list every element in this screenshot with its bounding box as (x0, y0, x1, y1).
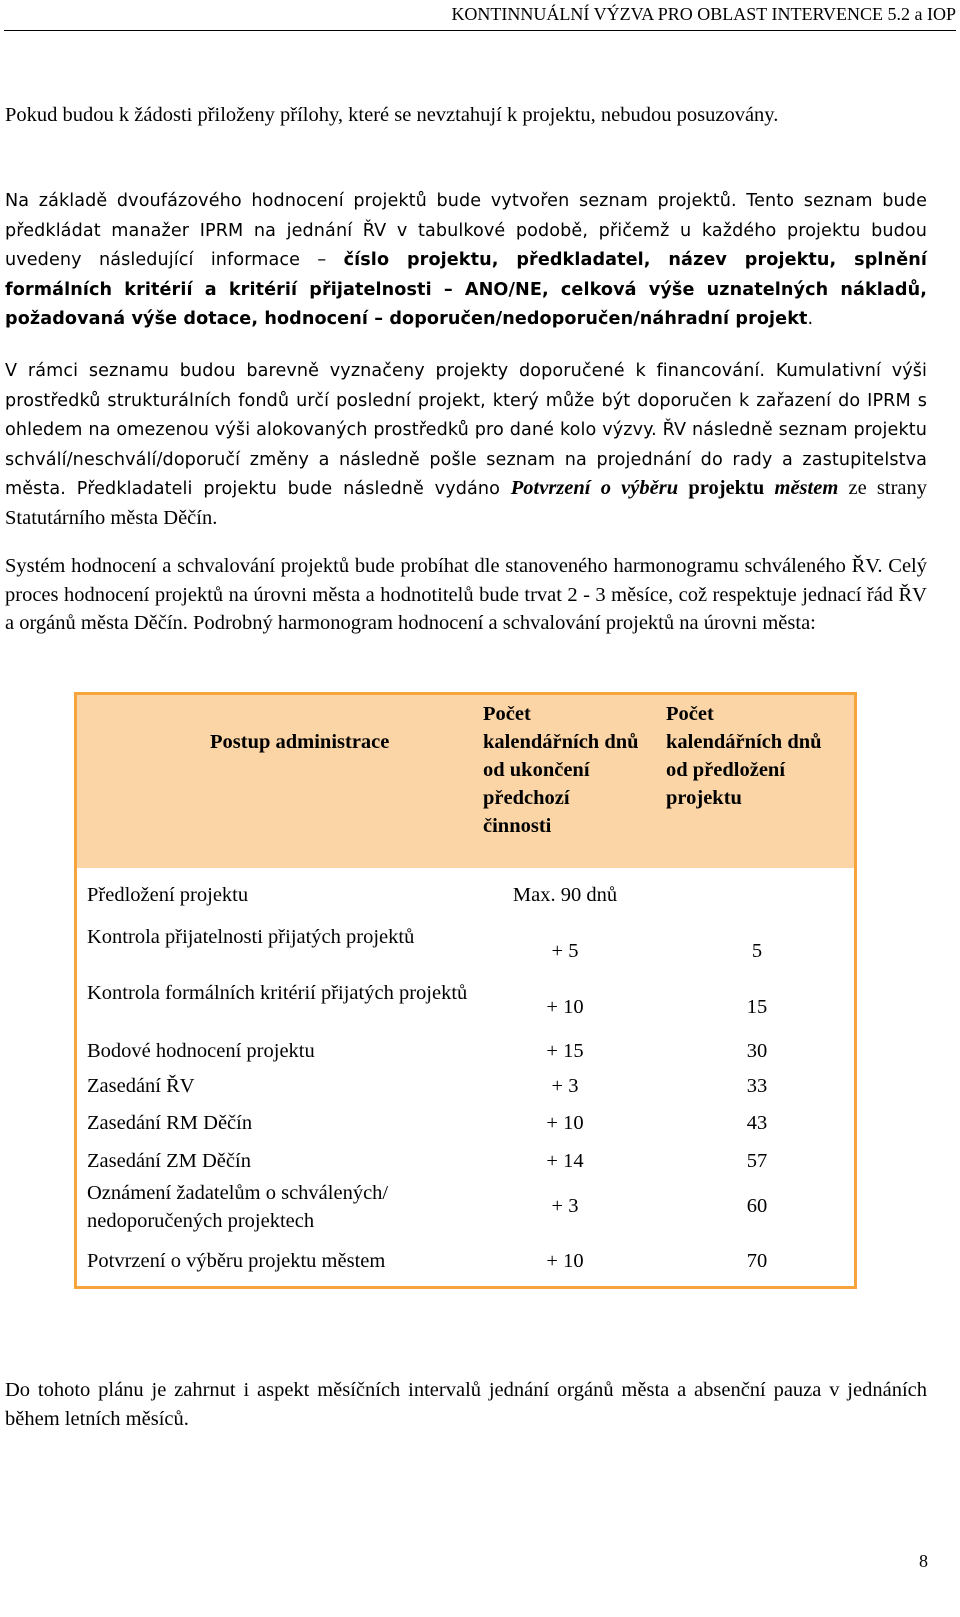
table-row-1-label: Kontrola přijatelnosti přijatých projektů (87, 926, 415, 948)
table-row-8-c1: + 10 (546, 1250, 584, 1272)
p3-city-word: městem (774, 477, 839, 499)
table-row-8-label: Potvrzení o výběru projektu městem (87, 1250, 386, 1272)
schedule-table (74, 692, 857, 1289)
table-row-7-c1: + 3 (551, 1195, 579, 1217)
table-row-7-label: Oznámení žadatelům o schválených/ nedoporučených projektech (87, 1182, 389, 1232)
paragraph-attachments: Pokud budou k žádosti přiloženy přílohy, které se nevztahují k projektu, nebudou posuzovány. (5, 104, 779, 126)
table-row-5-c2: 43 (746, 1112, 768, 1134)
p3-tail: ze strany Statutárního města Děčín. (5, 477, 928, 529)
header-rule (4, 30, 956, 31)
table-row-3-label: Bodové hodnocení projektu (87, 1040, 315, 1062)
table-row-2-c2: 15 (746, 996, 768, 1018)
table-row-0-c1: Max. 90 dnů (512, 884, 618, 906)
paragraph-project-list (5, 186, 927, 334)
p2-intro: Na základě dvoufázového hodnocení projektů bude vytvořen seznam projektů. Tento seznam bude předkládat manažer IPRM na jednání ŘV v tabulkové podobě, přičemž u každého projektu budou uvedeny následující informace – (5, 191, 927, 270)
p2-end: . (807, 309, 814, 329)
page-number: 8 (919, 1551, 928, 1571)
table-row-4-c1: + 3 (551, 1075, 579, 1097)
p3-project-word: projektu (688, 477, 765, 499)
table-row-1-c2: 5 (751, 940, 763, 962)
table-row-3-c2: 30 (746, 1040, 768, 1062)
table-row-6-label: Zasedání ZM Děčín (87, 1150, 251, 1172)
table-row-1-c1: + 5 (551, 940, 579, 962)
table-row-5-c1: + 10 (546, 1112, 584, 1134)
table-row-6-c2: 57 (746, 1150, 768, 1172)
p3-confirmation-term: Potvrzení o výběru (510, 477, 679, 499)
p3-sans-part: V rámci seznamu budou barevně vyznačeny projekty doporučené k financování. Kumulativní výši prostředků strukturálních fondů určí poslední projekt, který může být doporučen k zařazení do IPRM s ohledem na omezenou výši alokovaných prostředků pro dané kolo výzvy. ŘV následně seznam projektu schválí/neschválí/doporučí změny a následně pošle seznam na projednání do rady a zastupitelstva města. Předkladateli projektu bude následně vydáno (5, 361, 927, 499)
table-row-8-c2: 70 (746, 1250, 768, 1272)
table-row-0-label: Předložení projektu (87, 884, 249, 906)
header-days-from-submission: Počet kalendářních dnů od předložení projektu (666, 703, 822, 809)
header-postup-administrace: Postup administrace (210, 731, 390, 753)
page-header: KONTINNUÁLNÍ VÝZVA PRO OBLAST INTERVENCE 5.2 a IOP (451, 4, 956, 24)
table-row-2-c1: + 10 (546, 996, 584, 1018)
table-row-5-label: Zasedání RM Děčín (87, 1112, 253, 1134)
table-row-6-c1: + 14 (546, 1150, 584, 1172)
p2-fields: číslo projektu, předkladatel, název projektu, splnění formálních kritérií a kritérií přijatelnosti – ANO/NE, celková výše uznatelných nákladů, požadovaná výše dotace, hodnocení – doporučen/nedoporučen/náhradní projekt (5, 250, 927, 329)
paragraph-schedule: Systém hodnocení a schvalování projektů bude probíhat dle stanoveného harmonogramu schváleného ŘV. Celý proces hodnocení projektů na úrovni města a hodnotitelů bude trvat 2 - 3 měsíce, což respektuje jednací řád ŘV a orgánů města Děčín. Podrobný harmonogram hodnocení a schvalování projektů na úrovni města: (5, 555, 927, 634)
table-row-4-c2: 33 (746, 1075, 768, 1097)
table-row-2-label: Kontrola formálních kritérií přijatých projektů (87, 982, 468, 1004)
table-row-7-c2: 60 (746, 1195, 768, 1217)
table-row-4-label: Zasedání ŘV (87, 1075, 195, 1097)
paragraph-financing (5, 356, 927, 532)
header-days-from-previous: Počet kalendářních dnů od ukončení předchozí činnosti (483, 703, 639, 837)
table-row-3-c1: + 15 (546, 1040, 584, 1062)
paragraph-plan-note: Do tohoto plánu je zahrnut i aspekt měsíčních intervalů jednání orgánů města a absenční pauza v jednáních během letních měsíců. (5, 1379, 927, 1430)
